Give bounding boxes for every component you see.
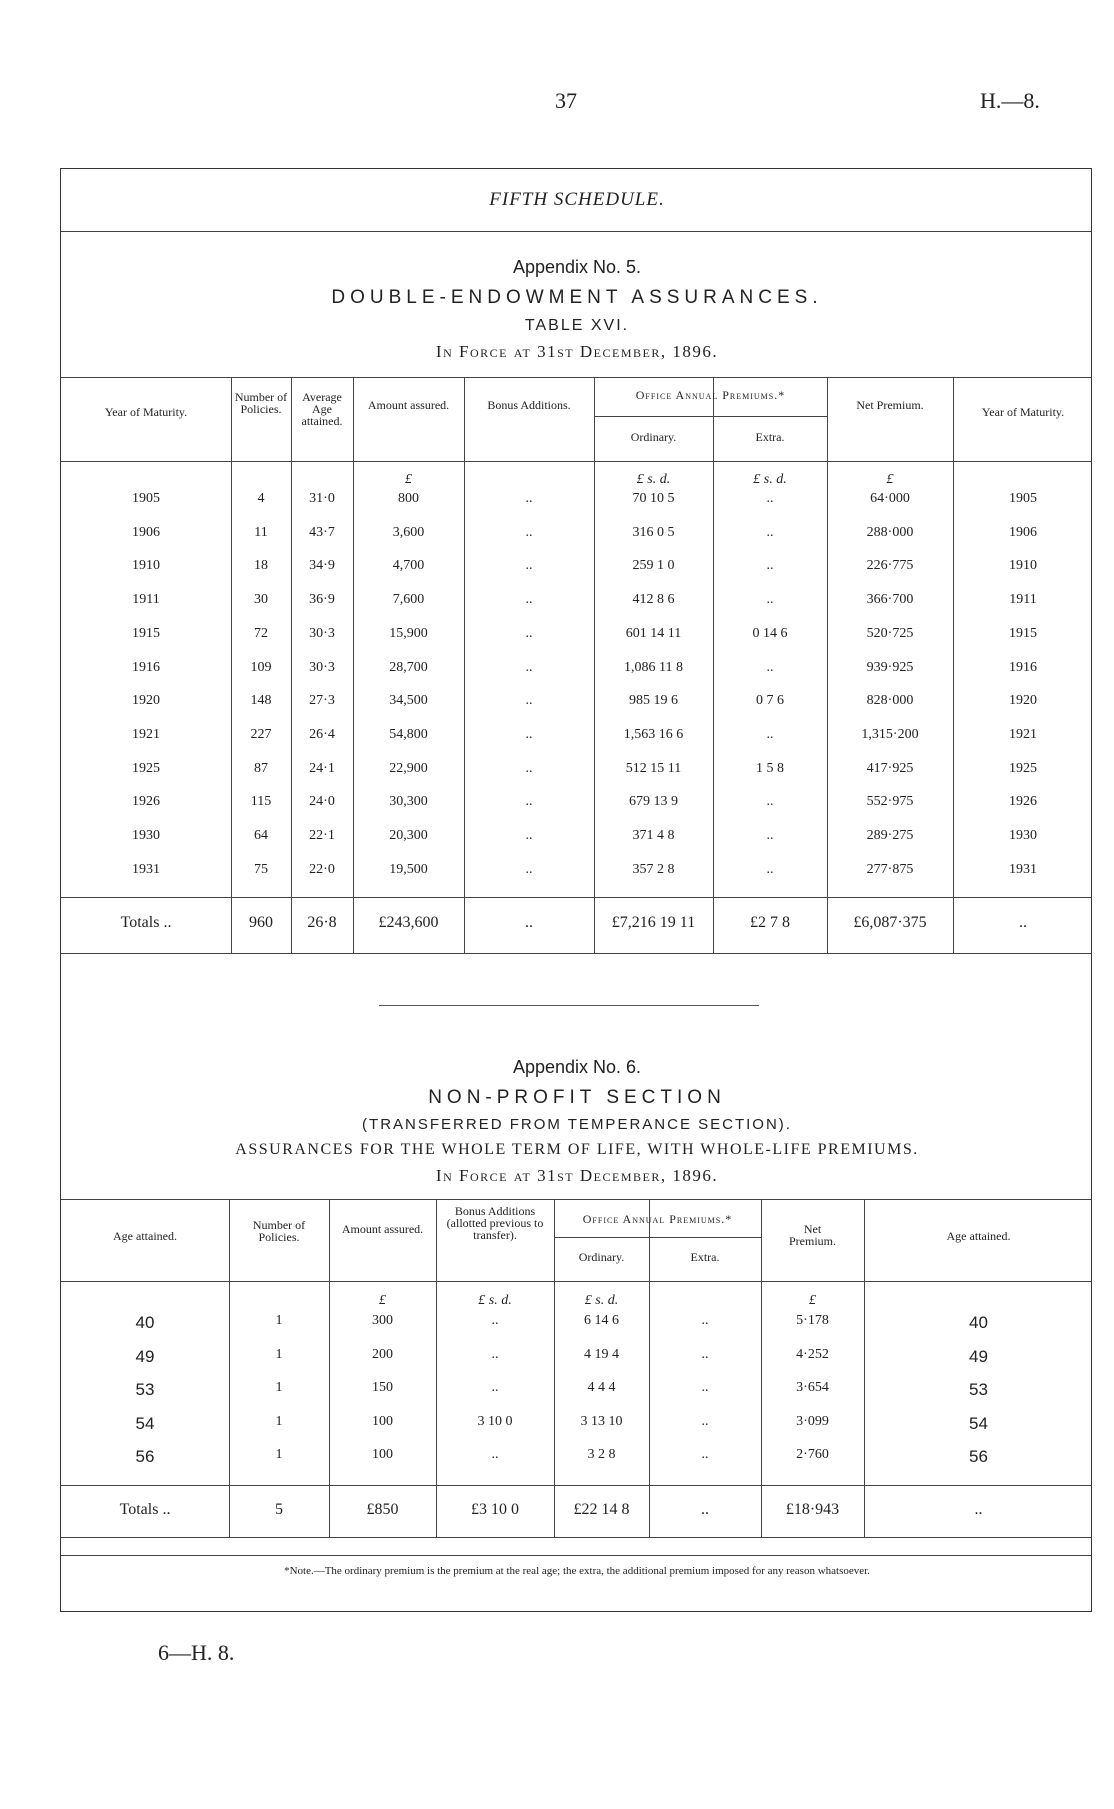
table-cell-number: 148 <box>250 693 272 709</box>
table6-cell-amount: 150 <box>372 1380 393 1395</box>
table-cell-year: 1926 <box>132 794 160 810</box>
table-cell-ordinary: 985 19 6 <box>629 693 678 709</box>
table6-cell-ordinary: 6 14 6 <box>584 1313 619 1328</box>
totals6-net: £18·943 <box>785 1501 840 1518</box>
table-cell-year: 1930 <box>132 828 160 843</box>
table-cell-ordinary: 316 0 5 <box>632 524 675 540</box>
table6-cell-age: 56 <box>135 1447 155 1466</box>
table-cell-year: 1925 <box>132 760 160 776</box>
table-cell-amount: 22,900 <box>389 760 428 776</box>
table-cell-extra: .. <box>766 592 774 608</box>
header-amount-assured: Amount assured. <box>367 398 450 412</box>
table-cell-year: 1910 <box>132 558 160 574</box>
appendix-5-in-force: In Force at 31st December, 1896. <box>435 342 719 361</box>
footnote: *Note.—The ordinary premium is the premium at the real age; the extra, the additional premium imposed for any reason whatsoever. <box>284 1565 870 1577</box>
table6-cell-amount: 100 <box>372 1413 393 1429</box>
totals6-number: 5 <box>275 1501 283 1518</box>
table-cell-bonus: .. <box>525 828 533 843</box>
table6-cell-bonus: .. <box>491 1346 499 1362</box>
table-cell-ordinary: 371 4 8 <box>632 828 675 843</box>
table-cell-ordinary: 1,563 16 6 <box>623 726 684 742</box>
table6-cell-number: 1 <box>275 1313 283 1328</box>
header-extra: Extra. <box>755 430 785 444</box>
table-cell-extra: .. <box>766 659 774 675</box>
table-cell-age: 22·1 <box>309 828 335 843</box>
table-cell-year2: 1926 <box>1009 794 1037 810</box>
table-number: TABLE XVI. <box>524 317 630 334</box>
table6-cell-amount: 300 <box>372 1313 393 1328</box>
table-cell-amount: 28,700 <box>389 659 428 675</box>
table-cell-extra: .. <box>766 524 774 540</box>
table-cell-bonus: .. <box>525 794 533 810</box>
header-ordinary: Ordinary. <box>630 430 677 444</box>
table6-cell-bonus: .. <box>491 1380 499 1395</box>
totals-extra: £2 7 8 <box>750 914 790 931</box>
totals6-extra: .. <box>701 1501 709 1518</box>
table-cell-net: 520·725 <box>866 625 914 641</box>
appendix-6-subtitle: (TRANSFERRED FROM TEMPERANCE SECTION). <box>362 1116 792 1133</box>
table6-cell-ordinary: 3 2 8 <box>587 1447 616 1462</box>
table-cell-bonus: .. <box>525 726 533 742</box>
table-cell-extra: 0 7 6 <box>756 693 784 709</box>
table6-cell-bonus: .. <box>491 1447 499 1462</box>
totals6-age2: .. <box>974 1501 983 1518</box>
table6-cell-number: 1 <box>275 1413 283 1429</box>
table-cell-number: 11 <box>254 524 268 540</box>
unit-extra: £ s. d. <box>753 472 787 487</box>
table-cell-year: 1906 <box>132 524 160 540</box>
page-number: 37 <box>555 88 577 113</box>
table-cell-age: 34·9 <box>309 558 335 574</box>
table-cell-extra: .. <box>766 828 774 843</box>
table-cell-bonus: .. <box>525 558 533 574</box>
table6-cell-age2: 54 <box>969 1413 988 1433</box>
table-cell-extra: .. <box>766 726 774 742</box>
table-cell-ordinary: 679 13 9 <box>629 794 678 810</box>
table-cell-net: 226·775 <box>866 558 914 574</box>
table6-cell-number: 1 <box>275 1346 283 1362</box>
table-cell-year2: 1910 <box>1009 558 1037 574</box>
table-cell-net: 1,315·200 <box>861 726 919 742</box>
totals-age: 26·8 <box>307 914 337 931</box>
table-cell-year2: 1930 <box>1009 828 1037 843</box>
table6-cell-bonus: 3 10 0 <box>477 1413 513 1429</box>
table-cell-year2: 1925 <box>1009 760 1037 776</box>
unit6-bonus: £ s. d. <box>478 1293 512 1308</box>
header-office-annual-premiums-2: Office Annual Premiums.* <box>582 1212 733 1226</box>
page-reference: H.—8. <box>980 88 1040 113</box>
table-cell-ordinary: 412 8 6 <box>632 592 675 608</box>
unit-net: £ <box>886 472 894 487</box>
table6-cell-net: 2·760 <box>796 1447 829 1462</box>
totals6-bonus: £3 10 0 <box>471 1501 519 1518</box>
table-cell-year: 1915 <box>132 625 160 641</box>
table6-cell-ordinary: 4 19 4 <box>584 1346 619 1362</box>
header-number-of-policies: Number of Policies. <box>234 390 288 416</box>
totals6-ordinary: £22 14 8 <box>573 1501 630 1518</box>
unit6-net: £ <box>809 1293 816 1308</box>
table-cell-amount: 4,700 <box>392 558 425 574</box>
table-cell-year2: 1916 <box>1009 659 1037 675</box>
table-cell-number: 227 <box>250 726 272 742</box>
header-average-age: Average Age attained. <box>301 390 343 428</box>
totals-ordinary: £7,216 19 11 <box>611 914 696 931</box>
table6-cell-age: 54 <box>135 1413 155 1433</box>
table-cell-age: 31·0 <box>309 491 335 506</box>
header-office-annual-premiums: Office Annual Premiums.* <box>635 388 786 402</box>
table-cell-net: 64·000 <box>870 491 910 506</box>
table-cell-amount: 30,300 <box>389 794 428 810</box>
table-cell-year: 1921 <box>132 726 160 742</box>
table6-cell-ordinary: 4 4 4 <box>587 1380 616 1395</box>
table6-cell-number: 1 <box>275 1447 283 1462</box>
header-amount-assured-2: Amount assured. <box>341 1222 424 1236</box>
table-cell-net: 277·875 <box>866 861 914 877</box>
table-cell-year2: 1905 <box>1009 491 1037 506</box>
table-cell-amount: 19,500 <box>389 861 428 877</box>
header-age-attained: Age attained. <box>113 1229 177 1243</box>
table6-cell-extra: .. <box>701 1313 709 1328</box>
totals-net: £6,087·375 <box>853 914 927 931</box>
table-cell-year2: 1920 <box>1009 693 1037 709</box>
table-cell-net: 939·925 <box>866 659 914 675</box>
table-cell-age: 30·3 <box>309 625 335 641</box>
table6-cell-age2: 49 <box>969 1346 988 1366</box>
table-cell-bonus: .. <box>525 524 533 540</box>
table-cell-extra: .. <box>766 491 774 506</box>
table-cell-extra: .. <box>766 861 774 877</box>
table-cell-net: 288·000 <box>866 524 914 540</box>
header-age-attained-right: Age attained. <box>946 1229 1011 1243</box>
table-cell-ordinary: 259 1 0 <box>632 558 675 574</box>
unit6-ordinary: £ s. d. <box>584 1293 619 1308</box>
table6-cell-bonus: .. <box>491 1313 499 1328</box>
totals6-amount: £850 <box>366 1501 399 1518</box>
table-cell-ordinary: 1,086 11 8 <box>624 659 683 675</box>
table6-cell-amount: 100 <box>372 1447 393 1462</box>
table-cell-bonus: .. <box>525 861 533 877</box>
table-cell-year: 1920 <box>132 693 160 709</box>
unit6-amount: £ <box>379 1293 386 1308</box>
table-cell-year2: 1921 <box>1009 726 1037 742</box>
table6-cell-age: 40 <box>135 1313 155 1332</box>
table-cell-bonus: .. <box>525 693 533 709</box>
table-cell-number: 72 <box>254 625 268 641</box>
table-cell-net: 828·000 <box>866 693 914 709</box>
table-cell-net: 417·925 <box>866 760 914 776</box>
totals6-label: Totals .. <box>119 1501 171 1518</box>
table6-cell-ordinary: 3 13 10 <box>580 1413 623 1429</box>
table-cell-number: 109 <box>250 659 272 675</box>
unit-ordinary: £ s. d. <box>636 472 671 487</box>
table-cell-net: 289·275 <box>866 828 914 843</box>
table-cell-age: 26·4 <box>309 726 335 742</box>
table-cell-number: 87 <box>254 760 268 776</box>
table-cell-bonus: .. <box>525 625 533 641</box>
appendix-5-label: Appendix No. 5. <box>512 257 642 277</box>
header-number-of-policies-2: Number of Policies. <box>252 1218 306 1244</box>
table-cell-year2: 1906 <box>1009 524 1037 540</box>
table6-cell-extra: .. <box>701 1447 709 1462</box>
table6-cell-net: 3·099 <box>796 1413 829 1429</box>
table-cell-amount: 3,600 <box>392 524 425 540</box>
table-cell-number: 4 <box>257 491 265 506</box>
table6-cell-amount: 200 <box>372 1346 393 1362</box>
table-cell-ordinary: 70 10 5 <box>632 491 675 506</box>
appendix-6-subtitle-2: ASSURANCES FOR THE WHOLE TERM OF LIFE, WITH WHOLE-LIFE PREMIUMS. <box>235 1141 919 1158</box>
totals-year2: .. <box>1019 914 1027 931</box>
table-cell-year2: 1931 <box>1009 861 1037 877</box>
header-year-of-maturity: Year of Maturity. <box>104 405 188 419</box>
header-extra-2: Extra. <box>690 1250 720 1264</box>
appendix-6-title: NON-PROFIT SECTION <box>428 1087 726 1108</box>
unit-amount: £ <box>405 472 412 487</box>
table6-cell-net: 5·178 <box>796 1313 829 1328</box>
table-cell-age: 36·9 <box>309 592 335 608</box>
table-cell-net: 366·700 <box>866 592 914 608</box>
table-cell-amount: 34,500 <box>389 693 428 709</box>
table-cell-ordinary: 512 15 11 <box>625 760 682 776</box>
table-cell-extra: .. <box>766 558 774 574</box>
table-cell-bonus: .. <box>525 659 533 675</box>
table-cell-number: 30 <box>254 592 268 608</box>
table-cell-age: 43·7 <box>309 524 335 540</box>
table-cell-year: 1916 <box>132 659 160 675</box>
table-cell-net: 552·975 <box>866 794 914 810</box>
table-cell-extra: 1 5 8 <box>756 760 784 776</box>
table6-cell-number: 1 <box>275 1380 283 1395</box>
table6-cell-extra: .. <box>701 1380 709 1395</box>
header-net-premium-2: Net Premium. <box>789 1222 836 1248</box>
header-net-premium: Net Premium. <box>856 398 924 412</box>
table-cell-extra: 0 14 6 <box>752 625 788 641</box>
header-bonus-additions-2: Bonus Additions (allotted previous to transfer). <box>446 1204 544 1242</box>
table-cell-extra: .. <box>766 794 774 810</box>
table-cell-ordinary: 601 14 11 <box>625 625 682 641</box>
table6-cell-age2: 56 <box>969 1447 988 1466</box>
table-cell-number: 75 <box>254 861 268 877</box>
footer-reference: 6—H. 8. <box>158 1640 235 1665</box>
table-cell-age: 24·1 <box>309 760 335 776</box>
table-cell-age: 22·0 <box>309 861 335 877</box>
header-year-of-maturity-right: Year of Maturity. <box>981 405 1065 419</box>
table6-cell-extra: .. <box>701 1413 709 1429</box>
table-cell-amount: 15,900 <box>389 625 428 641</box>
table-cell-age: 30·3 <box>309 659 335 675</box>
table6-cell-age: 49 <box>135 1346 155 1366</box>
header-ordinary-2: Ordinary. <box>578 1250 625 1264</box>
table-cell-year2: 1915 <box>1009 625 1037 641</box>
table6-cell-net: 3·654 <box>796 1380 829 1395</box>
schedule-frame <box>60 168 1092 1612</box>
table-cell-amount: 20,300 <box>389 828 428 843</box>
table6-cell-age2: 53 <box>969 1380 988 1399</box>
table-cell-bonus: .. <box>525 491 533 506</box>
table-cell-year: 1931 <box>132 861 160 877</box>
table-cell-year: 1905 <box>132 491 160 506</box>
totals-number: 960 <box>249 914 273 931</box>
appendix-6-label: Appendix No. 6. <box>512 1057 642 1077</box>
totals-amount: £243,600 <box>378 914 439 931</box>
table-cell-bonus: .. <box>525 760 533 776</box>
table-cell-age: 24·0 <box>309 794 335 810</box>
header-bonus-additions: Bonus Additions. <box>487 398 571 412</box>
table-cell-ordinary: 357 2 8 <box>632 861 675 877</box>
table-cell-amount: 800 <box>398 491 419 506</box>
totals-label: Totals .. <box>120 914 172 931</box>
table-cell-number: 115 <box>250 794 272 810</box>
table6-cell-age2: 40 <box>969 1313 988 1332</box>
table-cell-amount: 54,800 <box>389 726 428 742</box>
table-cell-number: 18 <box>254 558 268 574</box>
appendix-5-title: DOUBLE-ENDOWMENT ASSURANCES. <box>331 287 823 308</box>
table-cell-year: 1911 <box>132 592 160 608</box>
table6-cell-age: 53 <box>135 1380 155 1399</box>
schedule-title: FIFTH SCHEDULE. <box>489 189 665 210</box>
table-cell-year2: 1911 <box>1009 592 1037 608</box>
table6-cell-net: 4·252 <box>796 1346 829 1362</box>
table-cell-amount: 7,600 <box>392 592 425 608</box>
totals-bonus: .. <box>525 914 533 931</box>
table-cell-number: 64 <box>254 828 268 843</box>
table6-cell-extra: .. <box>701 1346 709 1362</box>
appendix-6-in-force: In Force at 31st December, 1896. <box>435 1166 719 1185</box>
table-cell-age: 27·3 <box>309 693 335 709</box>
table-cell-bonus: .. <box>525 592 533 608</box>
